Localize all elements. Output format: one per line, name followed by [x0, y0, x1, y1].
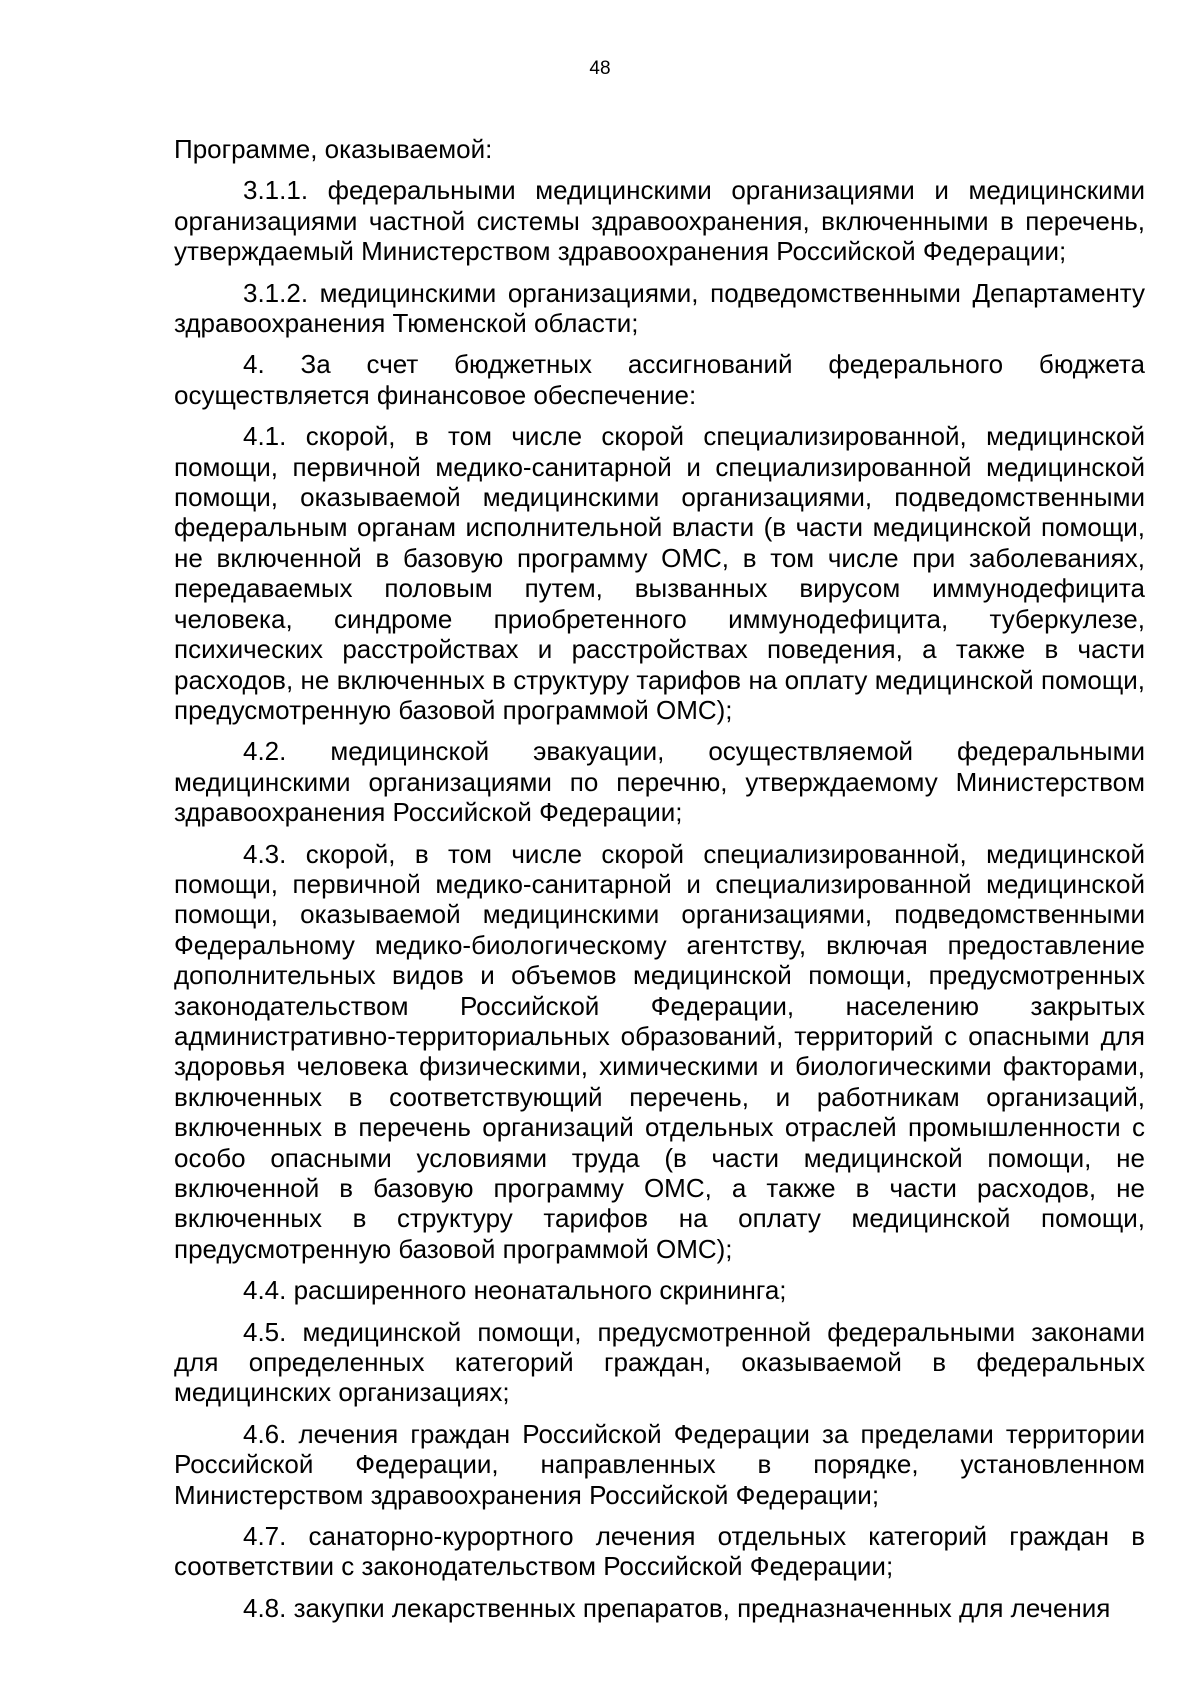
- paragraph-4-5: 4.5. медицинской помощи, предусмотренной федеральными законами для определенных категорий граждан, оказываемой в федеральных медицинских организациях;: [174, 1316, 1145, 1408]
- paragraph-4-3: 4.3. скорой, в том числе скорой специализированной, медицинской помощи, первичной медико-санитарной и специализированной медицинской помощи, оказываемой медицинскими организациями, подведомственными Федеральному медико-биологическому агентству, включая предоставление дополнительных видов и объемов медицинской помощи, предусмотренных законодательством Российской Федерации, населению закрытых административно-территориальных образований, территорий с опасными для здоровья человека физическими, химическими и биологическими факторами, включенных в соответствующий перечень, и работникам организаций, включенных в перечень организаций отдельных отраслей промышленности с особо опасными условиями труда (в части медицинской помощи, не включенной в базовую программу ОМС, а также в части расходов, не включенных в структуру тарифов на оплату медицинской помощи, предусмотренную базовой программой ОМС);: [174, 838, 1145, 1264]
- page-number: 48: [589, 58, 611, 79]
- paragraph-4-6: 4.6. лечения граждан Российской Федерации за пределами территории Российской Федерации, направленных в порядке, установленном Министерством здравоохранения Российской Федерации;: [174, 1418, 1145, 1510]
- paragraph-4-4: 4.4. расширенного неонатального скрининга;: [243, 1275, 787, 1306]
- paragraph-3-1-2: 3.1.2. медицинскими организациями, подведомственными Департаменту здравоохранения Тюменской области;: [174, 277, 1145, 339]
- paragraph-4-8: 4.8. закупки лекарственных препаратов, предназначенных для лечения: [243, 1592, 1111, 1623]
- document-body: [174, 134, 1145, 1634]
- paragraph-continuation: Программе, оказываемой:: [174, 134, 493, 164]
- paragraph-4-7: 4.7. санаторно-курортного лечения отдельных категорий граждан в соответствии с законодательством Российской Федерации;: [174, 1521, 1145, 1582]
- paragraph-4-2: 4.2. медицинской эвакуации, осуществляемой федеральными медицинскими организациями по перечню, утверждаемому Министерством здравоохранения Российской Федерации;: [174, 736, 1145, 828]
- paragraph-4: 4. За счет бюджетных ассигнований федерального бюджета осуществляется финансовое обеспечение:: [174, 349, 1145, 410]
- paragraph-3-1-1: 3.1.1. федеральными медицинскими организациями и медицинскими организациями частной системы здравоохранения, включенными в перечень, утверждаемый Министерством здравоохранения Российской Федерации;: [174, 175, 1145, 267]
- paragraph-4-1: 4.1. скорой, в том числе скорой специализированной, медицинской помощи, первичной медико-санитарной и специализированной медицинской помощи, оказываемой медицинскими организациями, подведомственными федеральным органам исполнительной власти (в части медицинской помощи, не включенной в базовую программу ОМС, в том числе при заболеваниях, передаваемых половым путем, вызванных вирусом иммунодефицита человека, синдроме приобретенного иммунодефицита, туберкулезе, психических расстройствах и расстройствах поведения, а также в части расходов, не включенных в структуру тарифов на оплату медицинской помощи, предусмотренную базовой программой ОМС);: [174, 421, 1145, 725]
